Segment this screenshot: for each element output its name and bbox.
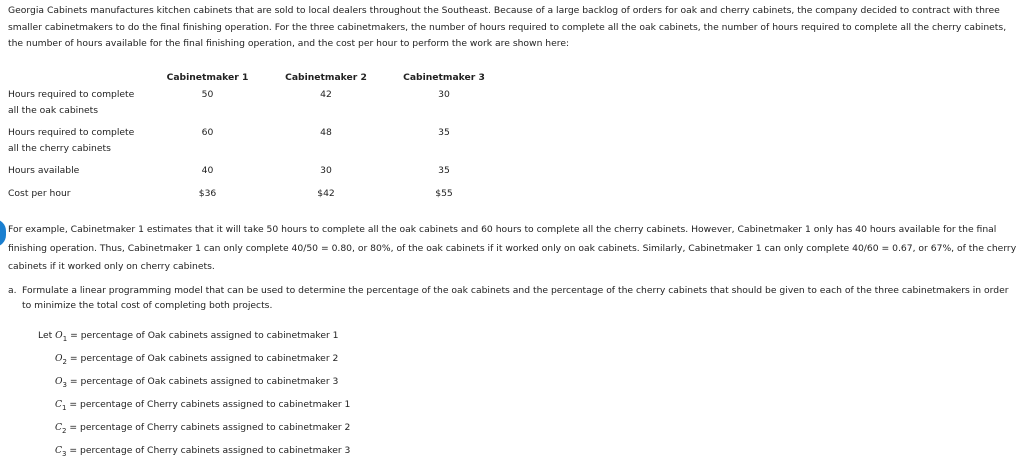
row-label-line2: all the cherry cabinets: [8, 143, 111, 154]
question-letter: a.: [8, 285, 17, 296]
row-label-line1: Hours required to complete: [8, 89, 135, 100]
row-label-line2: all the oak cabinets: [8, 105, 99, 116]
table-row-hours-available: [8, 163, 503, 186]
variable-symbol: $O_1$: [55, 330, 68, 343]
variable-desc: = percentage of Cherry cabinets assigned to cabinetmaker 1: [66, 399, 351, 411]
row-label: [8, 87, 148, 125]
variable-line: [38, 395, 350, 418]
table-cell: $55: [435, 188, 453, 199]
table-cell: 42: [320, 89, 332, 100]
table-cell: 30: [438, 89, 450, 100]
row-label: Hours available: [8, 165, 80, 176]
table-cell: 48: [320, 127, 332, 138]
variable-line: [38, 441, 350, 464]
row-label-line1: Hours required to complete: [8, 127, 135, 138]
header-cabinetmaker-1: Cabinetmaker 1: [166, 71, 249, 83]
variable-desc: = percentage of Oak cabinets assigned to cabinetmaker 2: [67, 353, 339, 365]
variable-line: [38, 372, 350, 395]
header-cabinetmaker-2: Cabinetmaker 2: [285, 71, 367, 83]
cabinetmaker-table: [8, 67, 503, 209]
table-row-oak-hours: [8, 87, 503, 125]
variable-line: [38, 418, 350, 441]
variable-line: [38, 326, 350, 349]
question-a: [8, 284, 1018, 313]
variable-symbol: $O_2$: [55, 353, 68, 366]
row-label: Cost per hour: [8, 188, 71, 199]
table-cell: 35: [438, 127, 450, 138]
variable-symbol: $C_1$: [55, 399, 67, 412]
table-cell: 50: [201, 89, 214, 100]
variable-desc: = percentage of Cherry cabinets assigned to cabinetmaker 3: [66, 445, 351, 457]
table-header-row: [8, 67, 503, 87]
table-cell: $36: [198, 188, 217, 199]
table-cell: 35: [438, 165, 450, 176]
variable-symbol: $C_3$: [55, 445, 67, 458]
scroll-marker: [0, 219, 6, 247]
variable-desc: = percentage of Cherry cabinets assigned to cabinetmaker 2: [66, 422, 351, 434]
example-paragraph: For example, Cabinetmaker 1 estimates that it will take 50 hours to complete all the oak cabinets and 60 hours to complete all the cherry cabinets. However, Cabinetmaker 1 only has 40 hours available for the final finishing operation. Thus, Cabinetmaker 1 can only complete 40/50 = 0.80, or 80%, of the oak cabinets if it worked only on oak cabinets. Similarly, Cabinetmaker 1 can only complete 40/60 = 0.67, or 67%, of the cherry cabinets if it worked only on cherry cabinets.: [8, 224, 1017, 272]
row-label: [8, 125, 148, 163]
variable-line: [38, 349, 350, 372]
question-text: Formulate a linear programming model that can be used to determine the percentage of the oak cabinets and the percentage of the cherry cabinets that should be given to each of the three cabinetmakers in order to minimize the total cost of completing both projects.: [22, 285, 1009, 311]
variable-symbol: $O_3$: [55, 376, 68, 389]
table-corner-cell: [8, 67, 148, 87]
table-cell: 30: [320, 165, 332, 176]
variable-desc: = percentage of Oak cabinets assigned to cabinetmaker 1: [67, 330, 339, 341]
header-cabinetmaker-3: Cabinetmaker 3: [403, 71, 485, 83]
table-cell: $42: [317, 188, 335, 199]
intro-paragraph: Georgia Cabinets manufactures kitchen cabinets that are sold to local dealers throughout the Southeast. Because of a large backlog of orders for oak and cherry cabinets, the company decided to contract with three smaller cabinetmakers to do the final finishing operation. For the three cabinetmakers, the number of hours required to complete all the oak cabinets, the number of hours required to complete all the cherry cabinets, the number of hours available for the final finishing operation, and the cost per hour to perform the work are shown here:: [8, 5, 1007, 49]
variable-definitions: [38, 326, 350, 464]
table-cell: 40: [201, 165, 214, 176]
let-word: Let: [38, 330, 53, 341]
variable-symbol: $C_2$: [55, 422, 67, 435]
table-row-cost-per-hour: [8, 186, 503, 209]
table-row-cherry-hours: [8, 125, 503, 163]
table-cell: 60: [201, 127, 214, 138]
variable-desc: = percentage of Oak cabinets assigned to cabinetmaker 3: [67, 376, 339, 388]
